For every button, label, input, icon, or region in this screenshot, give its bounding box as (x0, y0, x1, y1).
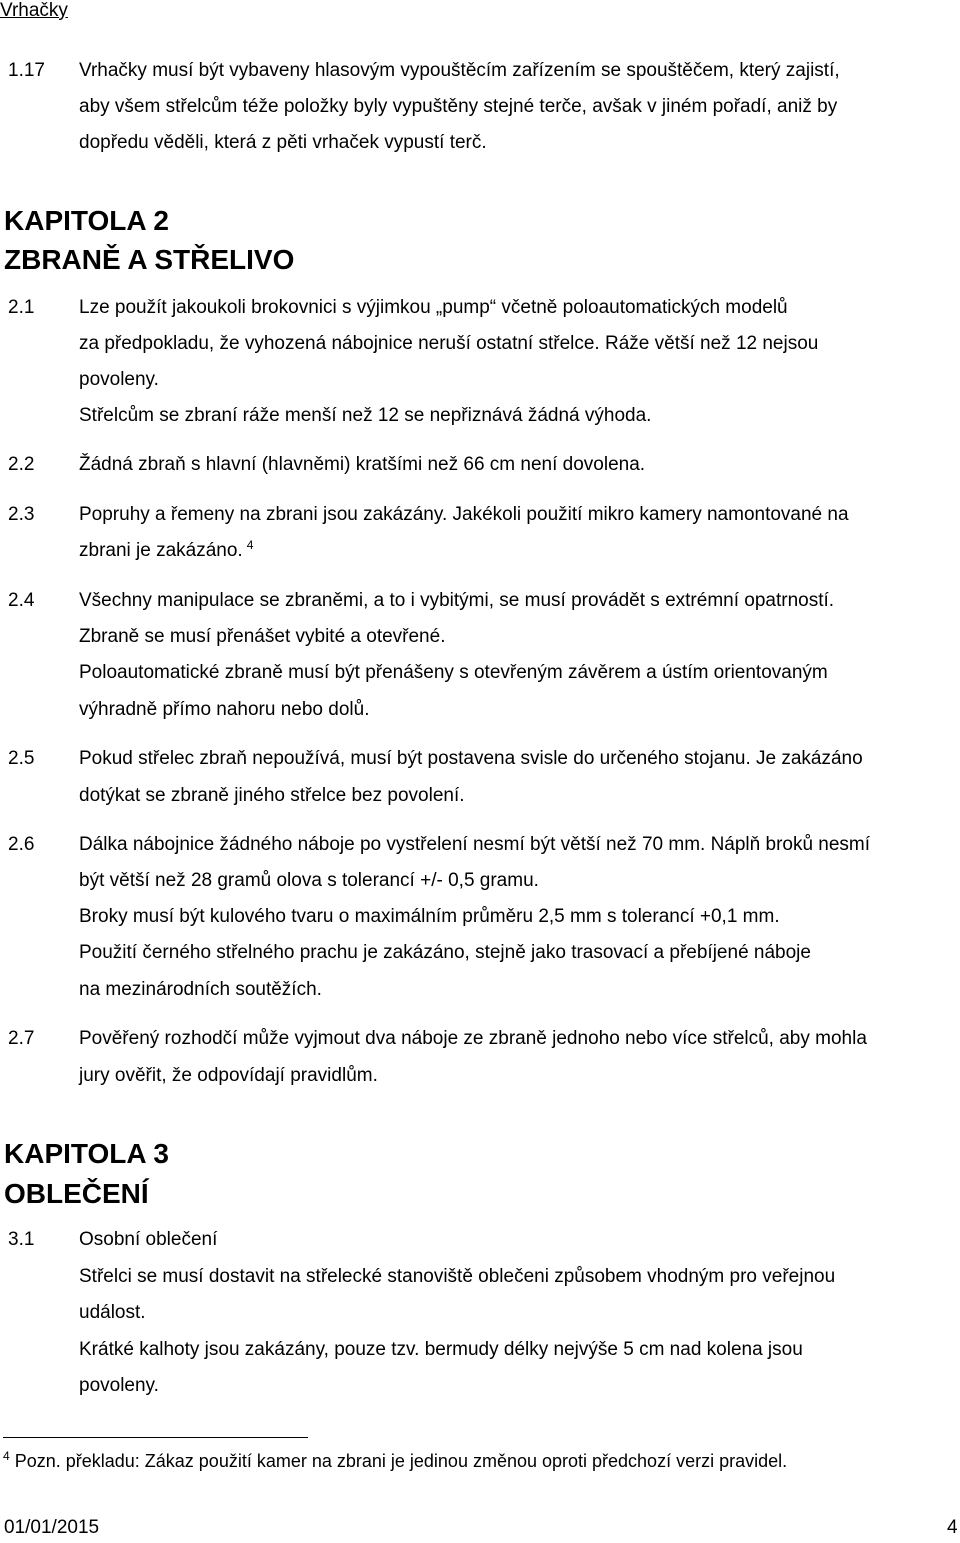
rule-2-5-line-2: dotýkat se zbraně jiného střelce bez povolení. (79, 785, 465, 806)
rule-1-17-line-2: aby všem střelcům téže položky byly vypuštěny stejné terče, avšak v jiném pořadí, aniž by (79, 96, 838, 117)
rule-1-17-line-3: dopředu věděli, která z pěti vrhaček vypustí terč. (79, 132, 487, 153)
footnote-reference[interactable]: 4 (246, 537, 254, 552)
chapter-3-number: KAPITOLA 3 (4, 1138, 169, 1169)
footnote-text: Pozn. překladu: Zákaz použití kamer na zbrani je jedinou změnou oproti předchozí verzi pravidel. (14, 1451, 788, 1471)
rule-2-1-line-4: Střelcům se zbraní ráže menší než 12 se nepřiznává žádná výhoda. (79, 405, 652, 426)
rule-2-1-line-1: Lze použít jakoukoli brokovnici s výjimkou „pump“ včetně poloautomatických modelů (79, 297, 788, 318)
rule-1-17-line-1: Vrhačky musí být vybaveny hlasovým vypouštěcím zařízením se spouštěčem, který zajistí, (79, 60, 840, 81)
rule-number-2-4: 2.4 (8, 590, 35, 611)
rule-2-1-line-2: za předpokladu, že vyhozená nábojnice neruší ostatní střelce. Ráže větší než 12 nejsou (79, 333, 819, 354)
rule-2-3-line-1: Popruhy a řemeny na zbrani jsou zakázány. Jakékoli použití mikro kamery namontované na (79, 504, 849, 525)
rule-2-4-line-3: Poloautomatické zbraně musí být přenášeny s otevřeným závěrem a ústím orientovaným (79, 662, 828, 683)
section-title-vrhacky: Vrhačky (0, 0, 68, 21)
chapter-2-number: KAPITOLA 2 (4, 205, 169, 236)
rule-2-3-line-2: zbrani je zakázáno. (79, 540, 243, 561)
rule-2-6-line-2: být větší než 28 gramů olova s tolerancí +/- 0,5 gramu. (79, 870, 539, 891)
chapter-2-title: ZBRANĚ A STŘELIVO (4, 244, 295, 275)
rule-2-6-line-3: Broky musí být kulového tvaru o maximálním průměru 2,5 mm s tolerancí +0,1 mm. (79, 906, 780, 927)
rule-2-1-line-3: povoleny. (79, 369, 159, 390)
footer-page-number: 4 (947, 1517, 958, 1538)
rule-number-2-6: 2.6 (8, 834, 35, 855)
rule-number-1-17: 1.17 (8, 60, 45, 81)
rule-2-3-line-2-wrap (79, 537, 254, 562)
rule-2-6-line-1: Dálka nábojnice žádného náboje po vystřelení nesmí být větší než 70 mm. Náplň broků nesmí (79, 834, 871, 855)
footnote-separator (3, 1437, 308, 1438)
rule-2-7-line-1: Pověřený rozhodčí může vyjmout dva náboje ze zbraně jednoho nebo více střelců, aby mohla (79, 1028, 867, 1049)
rule-number-2-3: 2.3 (8, 504, 35, 525)
footnote (3, 1450, 787, 1472)
chapter-3-title: OBLEČENÍ (4, 1178, 149, 1209)
rule-number-2-7: 2.7 (8, 1028, 35, 1049)
rule-number-2-5: 2.5 (8, 748, 35, 769)
rule-2-2-line-1: Žádná zbraň s hlavní (hlavněmi) kratšími než 66 cm není dovolena. (79, 454, 646, 475)
rule-2-4-line-4: výhradně přímo nahoru nebo dolů. (79, 699, 370, 720)
rule-number-2-2: 2.2 (8, 454, 35, 475)
rule-3-1-line-4: Krátké kalhoty jsou zakázány, pouze tzv. bermudy délky nejvýše 5 cm nad kolena jsou (79, 1339, 803, 1360)
rule-3-1-line-2: Střelci se musí dostavit na střelecké stanoviště oblečeni způsobem vhodným pro veřejnou (79, 1266, 836, 1287)
footnote-mark: 4 (3, 1449, 10, 1463)
rule-2-4-line-2: Zbraně se musí přenášet vybité a otevřené. (79, 626, 446, 647)
rule-2-6-line-4: Použití černého střelného prachu je zakázáno, stejně jako trasovací a přebíjené náboje (79, 942, 811, 963)
rule-2-7-line-2: jury ověřit, že odpovídají pravidlům. (79, 1065, 378, 1086)
rule-number-2-1: 2.1 (8, 297, 35, 318)
footer-date: 01/01/2015 (4, 1517, 100, 1538)
rule-2-4-line-1: Všechny manipulace se zbraněmi, a to i vybitými, se musí provádět s extrémní opatrností. (79, 590, 835, 611)
rule-2-6-line-5: na mezinárodních soutěžích. (79, 979, 322, 1000)
rule-3-1-line-3: událost. (79, 1302, 146, 1323)
rule-3-1-line-1: Osobní oblečení (79, 1229, 218, 1250)
rule-2-5-line-1: Pokud střelec zbraň nepoužívá, musí být postavena svisle do určeného stojanu. Je zakázáno (79, 748, 863, 769)
rule-3-1-line-5: povoleny. (79, 1375, 159, 1396)
rule-number-3-1: 3.1 (8, 1229, 35, 1250)
